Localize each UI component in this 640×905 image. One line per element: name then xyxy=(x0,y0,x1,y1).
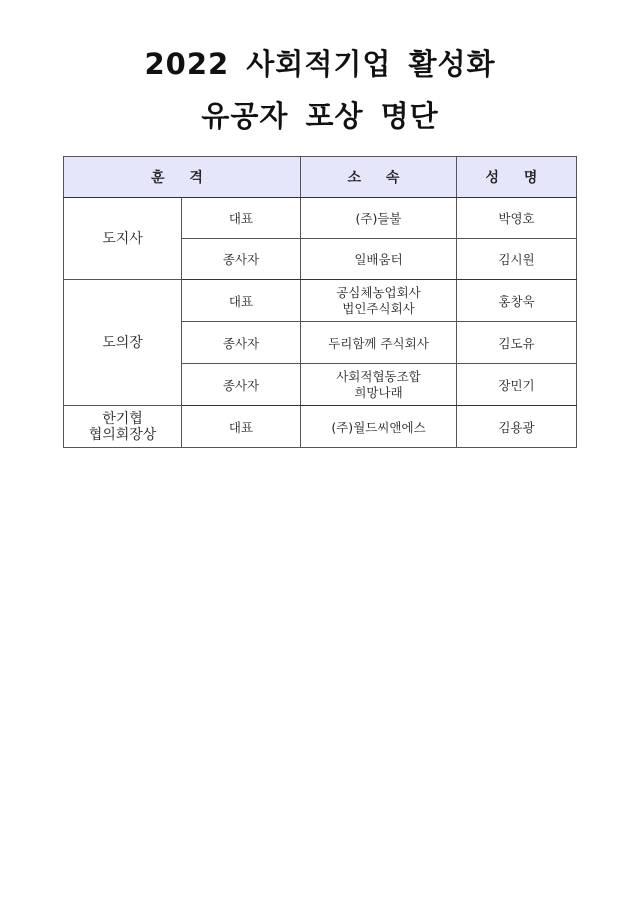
award-cell: 도지사 xyxy=(64,198,182,280)
table-header-row xyxy=(64,157,577,198)
role-cell: 대표 xyxy=(182,198,301,239)
award-line: 협의회장상 xyxy=(88,426,157,443)
header-award: 훈 격 xyxy=(64,157,301,198)
award-line: 한기협 xyxy=(102,410,143,427)
affiliation-line: 법인주식회사 xyxy=(342,300,415,316)
group-governor xyxy=(64,198,577,280)
affiliation-cell xyxy=(301,364,457,406)
title-line-1: 2022 사회적기업 활성화 xyxy=(144,47,496,81)
name-cell: 김용광 xyxy=(457,406,577,448)
name-cell: 장민기 xyxy=(457,364,577,406)
award-cell xyxy=(64,406,182,448)
affiliation-cell: 두리함께 주식회사 xyxy=(301,322,457,364)
role-cell: 대표 xyxy=(182,406,301,448)
affiliation-cell: (주)들불 xyxy=(301,198,457,239)
affiliation-line: 공심체농업회사 xyxy=(336,284,421,300)
group-council-chair xyxy=(64,280,577,406)
table-row xyxy=(64,280,577,322)
header-name: 성 명 xyxy=(457,157,577,198)
role-cell: 종사자 xyxy=(182,239,301,280)
role-cell: 종사자 xyxy=(182,364,301,406)
name-cell: 김시원 xyxy=(457,239,577,280)
affiliation-line: 희망나래 xyxy=(354,384,403,400)
header-affiliation: 소 속 xyxy=(301,157,457,198)
table-row xyxy=(64,406,577,448)
role-cell: 대표 xyxy=(182,280,301,322)
affiliation-cell xyxy=(301,280,457,322)
table-row xyxy=(64,198,577,239)
award-recipients-table xyxy=(63,156,577,448)
group-association-chair xyxy=(64,406,577,448)
name-cell: 김도유 xyxy=(457,322,577,364)
name-cell: 박영호 xyxy=(457,198,577,239)
role-cell: 종사자 xyxy=(182,322,301,364)
document-title xyxy=(0,38,640,142)
name-cell: 홍창욱 xyxy=(457,280,577,322)
award-cell: 도의장 xyxy=(64,280,182,406)
affiliation-line: 사회적협동조합 xyxy=(336,368,421,384)
affiliation-cell: (주)월드씨앤에스 xyxy=(301,406,457,448)
affiliation-cell: 일배움터 xyxy=(301,239,457,280)
title-line-2: 유공자 포상 명단 xyxy=(201,99,439,133)
